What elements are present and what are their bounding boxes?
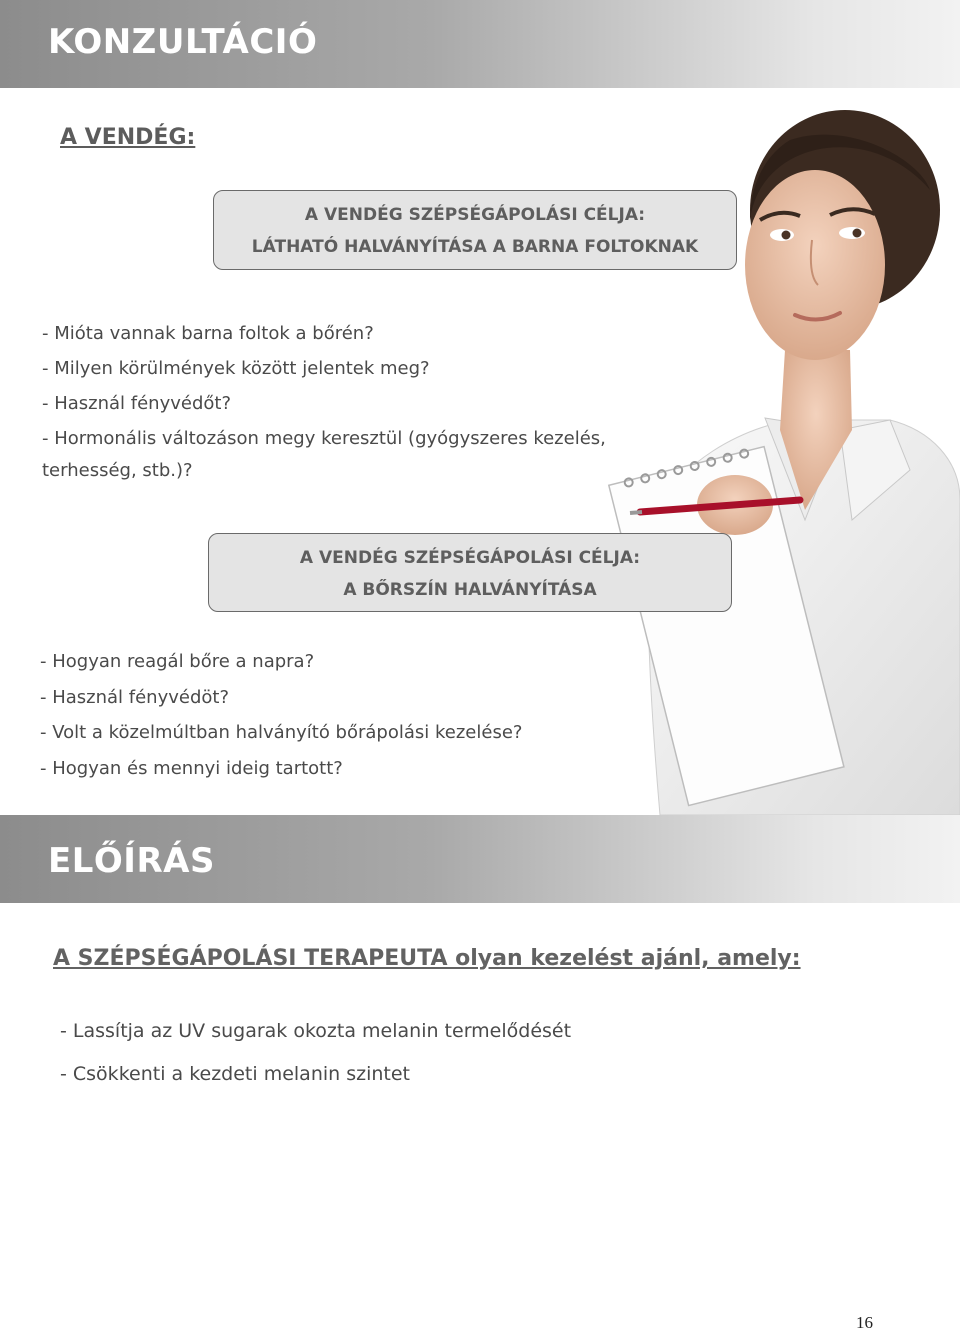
question-item: - Hogyan reagál bőre a napra?	[40, 651, 315, 672]
question-item: - Hormonális változáson megy keresztül (gyógyszeres kezelés, terhesség, stb.)?	[42, 428, 606, 481]
guest-goal-box-2	[208, 533, 732, 612]
section-banner-konzultacio	[0, 0, 960, 88]
question-item: - Volt a közelmúltban halványító bőrápolási kezelése?	[40, 722, 523, 743]
question-item: - Használ fényvédőt?	[42, 393, 232, 414]
therapist-heading: A SZÉPSÉGÁPOLÁSI TERAPEUTA olyan kezelést ajánl, amely:	[53, 946, 801, 971]
question-item: - Használ fényvédöt?	[40, 686, 230, 708]
recommendation-item: - Lassítja az UV sugarak okozta melanin termelődését	[60, 1020, 572, 1042]
section-banner-eloiras	[0, 815, 960, 903]
recommendation-item: - Csökkenti a kezdeti melanin szintet	[60, 1063, 411, 1085]
question-item: - Milyen körülmények között jelentek meg?	[42, 358, 430, 379]
goal-box-2-line2: A BŐRSZÍN HALVÁNYÍTÁSA	[343, 580, 597, 600]
question-item: - Mióta vannak barna foltok a bőrén?	[42, 323, 374, 344]
question-item: - Hogyan és mennyi ideig tartott?	[40, 757, 343, 779]
guest-questions-list-2	[40, 644, 522, 786]
goal-box-2-line1: A VENDÉG SZÉPSÉGÁPOLÁSI CÉLJA:	[299, 548, 641, 568]
goal-box-1-line1: A VENDÉG SZÉPSÉGÁPOLÁSI CÉLJA:	[304, 205, 646, 225]
guest-heading: A VENDÉG:	[60, 125, 196, 150]
goal-box-1-line2: LÁTHATÓ HALVÁNYÍTÁSA A BARNA FOLTOKNAK	[251, 237, 699, 257]
page-number: 16	[856, 1313, 873, 1332]
guest-goal-box-1	[213, 190, 737, 270]
section-title-konzultacio: KONZULTÁCIÓ	[48, 22, 318, 62]
therapist-recommendations-list	[60, 1010, 571, 1096]
guest-questions-list-1	[42, 316, 682, 487]
section-title-eloiras: ELŐÍRÁS	[48, 841, 215, 881]
